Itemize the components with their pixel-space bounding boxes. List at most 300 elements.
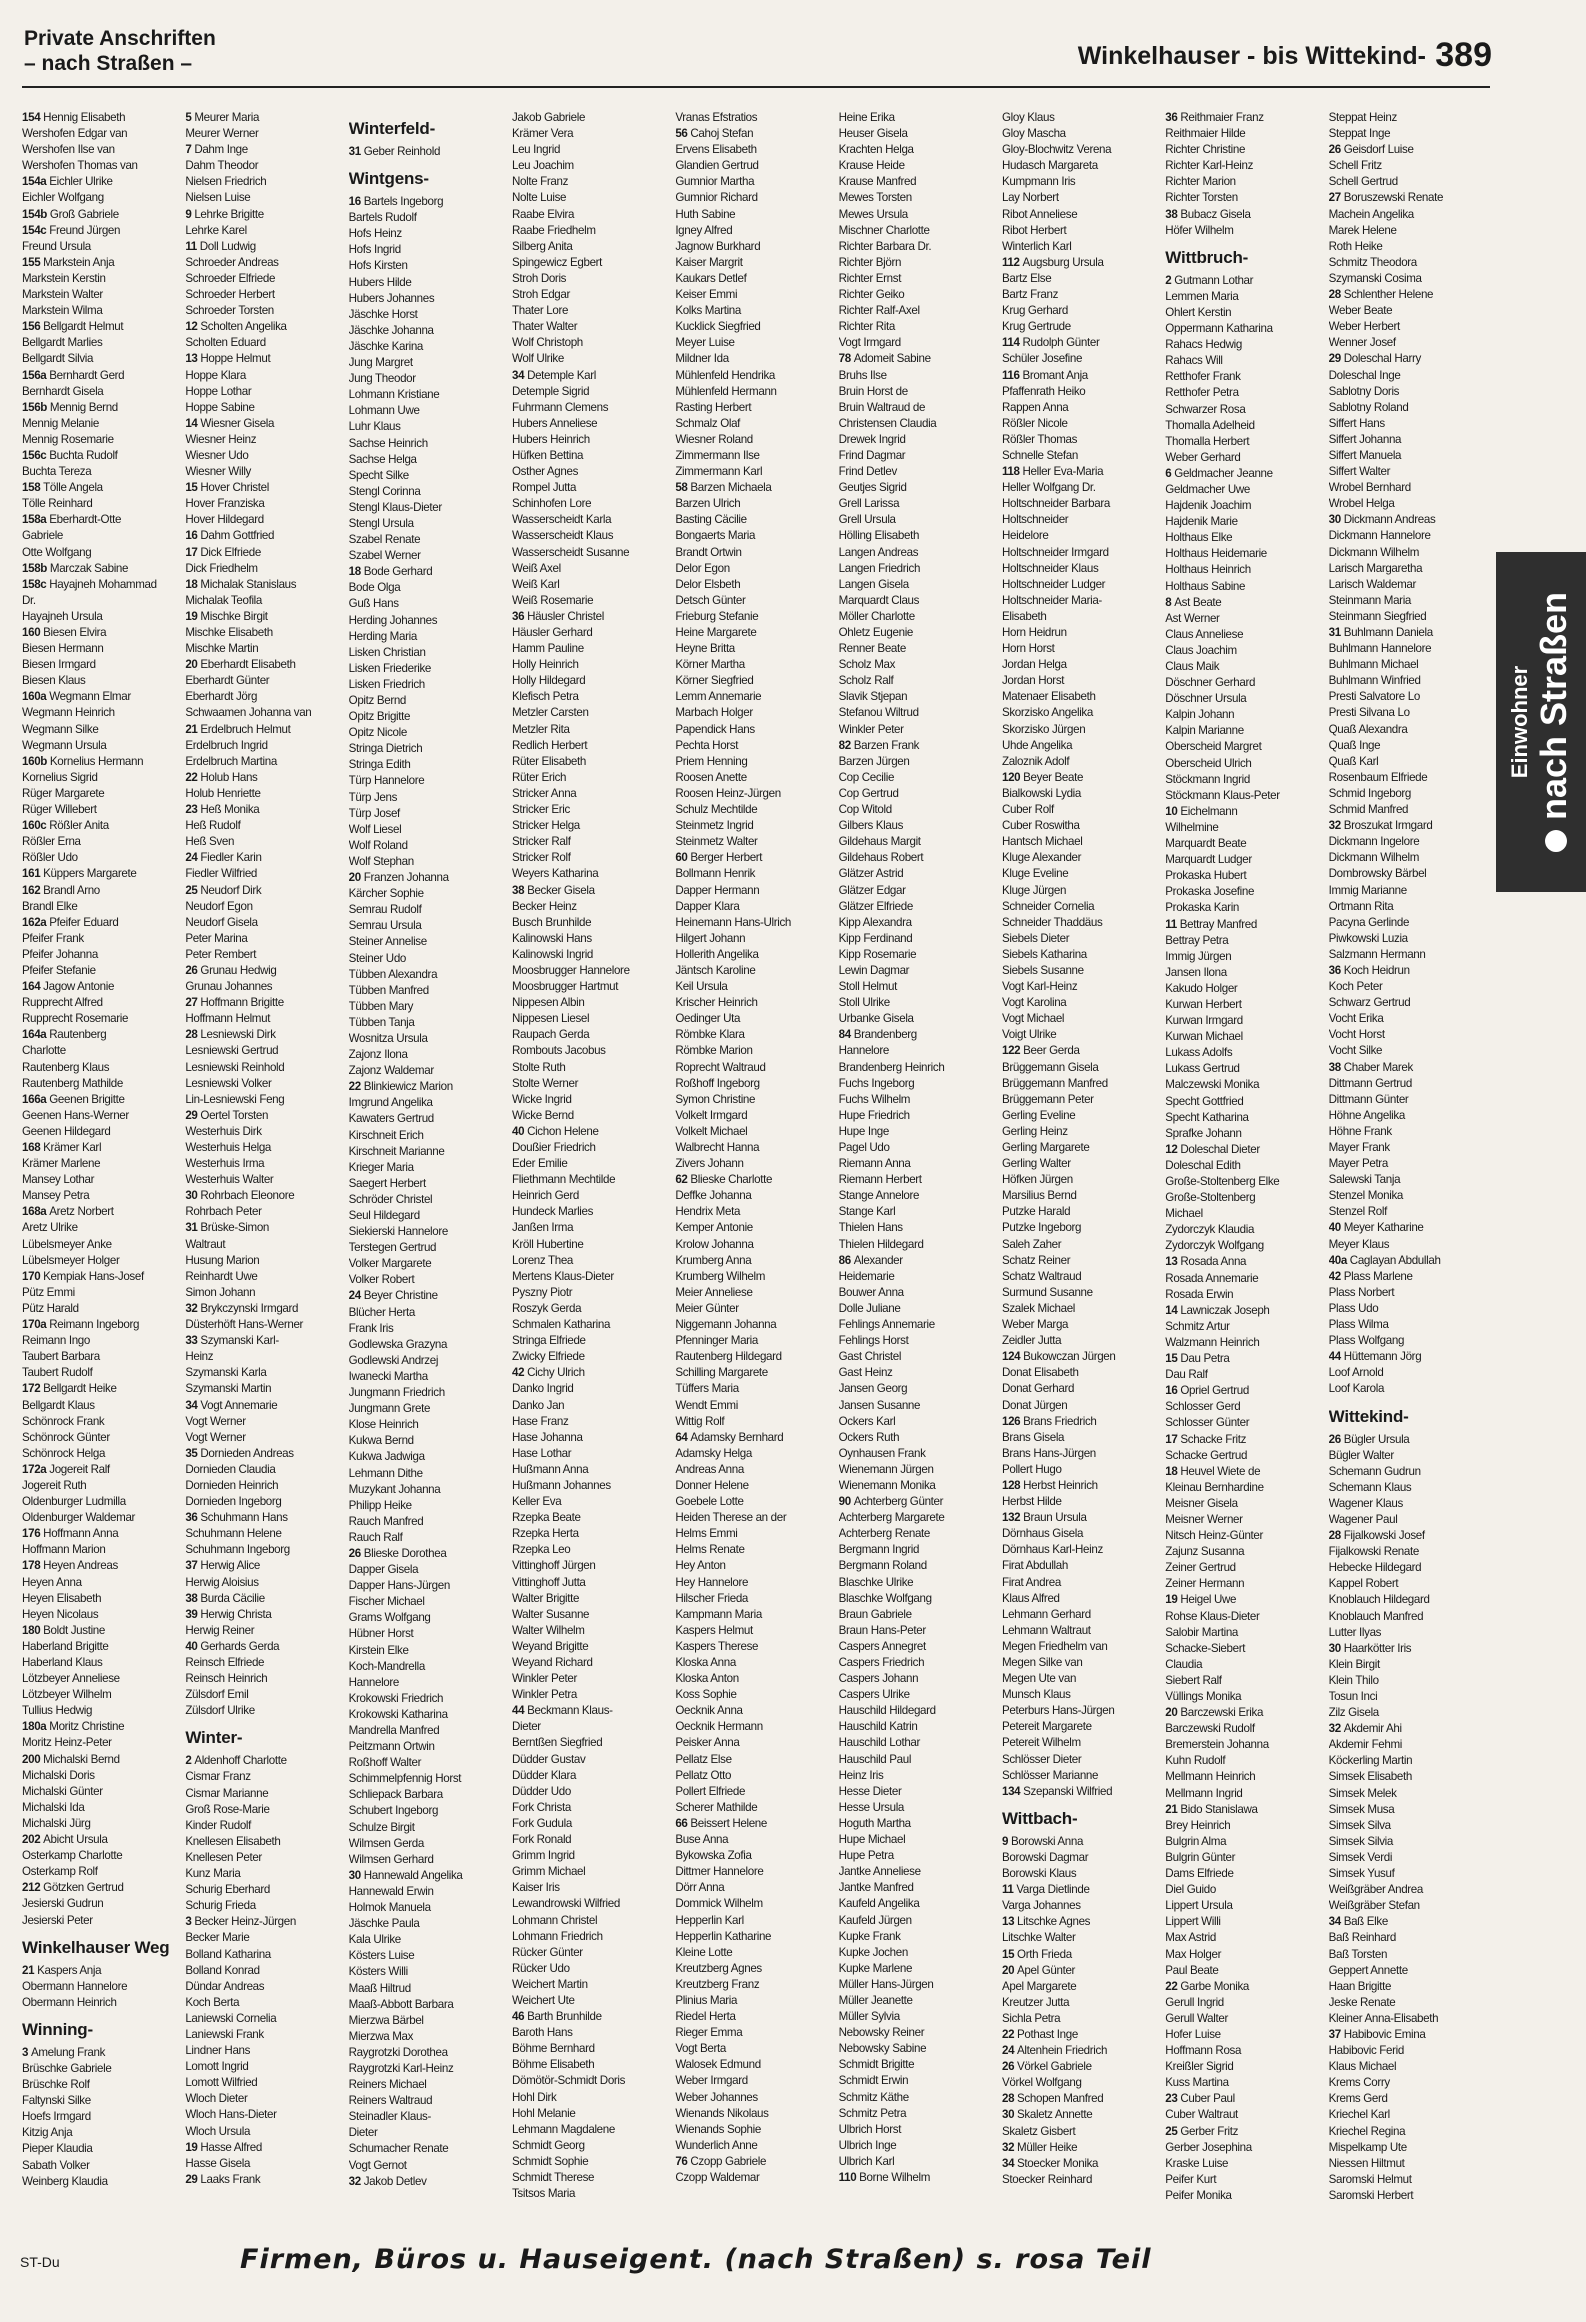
resident-entry: Cismar Marianne: [185, 1786, 269, 1800]
resident-entry: 13 Rosada Anna: [1165, 1255, 1247, 1269]
resident-entry: Eder Emilie: [511, 1157, 568, 1171]
resident-entry: Herwig Aloisius: [185, 1575, 259, 1589]
resident-entry: Meyer Luise: [675, 336, 735, 350]
resident-entry: Bremerstein Johanna: [1165, 1738, 1269, 1752]
resident-entry: Thielen Hildegard: [838, 1237, 924, 1251]
resident-entry: Haberland Klaus: [22, 1656, 103, 1669]
resident-entry: Mellmann Heinrich: [1165, 1770, 1256, 1784]
resident-entry: Wicke Bernd: [511, 1108, 574, 1122]
resident-entry: Wolf Stephan: [348, 854, 414, 868]
resident-entry: 19 Mischke Birgit: [185, 609, 268, 623]
resident-entry: Türp Hannelore: [348, 774, 425, 788]
resident-entry: Stricker Helga: [511, 819, 580, 833]
resident-entry: Hoppe Lothar: [185, 384, 252, 398]
resident-entry: Adamsky Helga: [675, 1446, 752, 1460]
resident-entry: Maaß Hiltrud: [348, 1981, 411, 1995]
resident-entry: Jantke Anneliese: [838, 1865, 921, 1879]
resident-entry: 60 Berger Herbert: [675, 851, 763, 865]
resident-entry: Stengl Corinna: [348, 484, 421, 498]
resident-entry: Immig Marianne: [1328, 883, 1407, 897]
resident-entry: Surmund Susanne: [1001, 1285, 1093, 1299]
resident-entry: Weber Johannes: [675, 2090, 758, 2104]
resident-entry: 86 Alexander: [838, 1253, 903, 1267]
resident-entry: Zajonz Ilona: [348, 1048, 408, 1062]
resident-entry: Schlosser Gerd: [1165, 1400, 1241, 1414]
resident-entry: Michalak Teofila: [185, 593, 262, 607]
resident-entry: Pechta Horst: [675, 738, 739, 752]
resident-entry: Steiner Udo: [348, 951, 407, 965]
resident-entry: Pieper Klaudia: [22, 2142, 93, 2156]
resident-entry: Weyand Brigitte: [511, 1639, 589, 1653]
resident-entry: Gildehaus Robert: [838, 851, 924, 865]
resident-entry: 5 Meurer Maria: [185, 111, 260, 124]
resident-entry: Specht Gottfried: [1165, 1094, 1244, 1108]
resident-entry: Godlewski Andrzej: [348, 1353, 439, 1367]
resident-entry: Buhlmann Winfried: [1328, 674, 1421, 688]
resident-entry: Gilbers Klaus: [838, 819, 904, 833]
resident-entry: Siekierski Hannelore: [348, 1225, 448, 1239]
resident-entry: Hußmann Johannes: [511, 1478, 611, 1492]
resident-entry: Jansen Ilona: [1165, 965, 1227, 979]
resident-entry: Holthaus Sabine: [1165, 579, 1246, 593]
resident-entry: Muzykant Johanna: [348, 1482, 441, 1496]
resident-entry: Elisabeth: [1001, 609, 1047, 623]
resident-entry: Simsek Verdi: [1328, 1850, 1393, 1864]
resident-entry: Volker Robert: [348, 1273, 415, 1287]
resident-entry: Specht Katharina: [1165, 1110, 1249, 1124]
resident-entry: Presti Salvatore Lo: [1328, 690, 1420, 704]
resident-entry: Baß Torsten: [1328, 1947, 1388, 1961]
resident-entry: Böhme Elisabeth: [511, 2058, 595, 2072]
resident-entry: Oldenburger Ludmilla: [22, 1495, 126, 1509]
resident-entry: Schneider Cornelia: [1001, 899, 1095, 913]
resident-entry: Lisken Friederike: [348, 661, 431, 675]
resident-entry: Dörr Anna: [675, 1881, 725, 1895]
resident-entry: Volkelt Irmgard: [675, 1108, 748, 1122]
resident-entry: Siebels Katharina: [1001, 947, 1087, 961]
resident-entry: Hoppe Klara: [185, 368, 246, 382]
directory-column: [512, 110, 675, 2240]
resident-entry: Ulbrich Inge: [838, 2138, 897, 2152]
resident-entry: Stolte Ruth: [511, 1060, 566, 1074]
resident-entry: Vogt Irmgard: [838, 336, 901, 350]
resident-entry: Gumnior Richard: [675, 191, 758, 205]
resident-entry: Kärcher Sophie: [348, 887, 424, 901]
resident-entry: Kluge Alexander: [1001, 851, 1082, 865]
resident-entry: Wrobel Helga: [1328, 497, 1395, 511]
resident-entry: Mennig Melanie: [22, 416, 99, 430]
resident-entry: Sachse Helga: [348, 452, 417, 466]
resident-entry: Brandl Elke: [22, 899, 78, 913]
resident-entry: Dapper Klara: [675, 899, 740, 913]
resident-entry: Steinmann Maria: [1328, 593, 1412, 607]
resident-entry: Szabel Renate: [348, 533, 421, 547]
resident-entry: 32 Brykczynski Irmgard: [185, 1301, 299, 1315]
resident-entry: Lohmann Uwe: [348, 404, 420, 418]
resident-entry: Pfeifer Stefanie: [22, 963, 96, 977]
resident-entry: Richter Barbara Dr.: [838, 239, 932, 253]
resident-entry: Glandien Gertrud: [675, 159, 759, 173]
resident-entry: 158 Tölle Angela: [22, 481, 103, 495]
resident-entry: Zajunz Susanna: [1165, 1545, 1245, 1559]
resident-entry: Dieter: [348, 2126, 378, 2140]
resident-entry: Wrobel Bernhard: [1328, 481, 1411, 495]
street-heading: Wintgens-: [348, 169, 429, 189]
resident-entry: Zeiner Hermann: [1165, 1577, 1245, 1591]
resident-entry: Berntßen Siegfried: [511, 1736, 603, 1750]
resident-entry: Häusler Gerhard: [511, 626, 593, 639]
resident-entry: Otte Wolfgang: [22, 545, 92, 559]
resident-entry: 110 Borne Wilhelm: [838, 2171, 931, 2184]
resident-entry: Holmok Manuela: [348, 1901, 431, 1915]
resident-entry: Jesierski Gudrun: [22, 1897, 104, 1911]
resident-entry: Lomott Ingrid: [185, 2060, 249, 2074]
resident-entry: Dittmann Gertrud: [1328, 1076, 1412, 1090]
resident-entry: Gerling Eveline: [1001, 1108, 1076, 1122]
resident-entry: Claus Anneliese: [1165, 627, 1244, 641]
resident-entry: 30 Skaletz Annette: [1001, 2108, 1093, 2122]
resident-entry: Peter Rembert: [185, 947, 257, 961]
resident-entry: Mewes Ursula: [838, 207, 908, 221]
resident-entry: Hoppe Sabine: [185, 400, 255, 414]
resident-entry: Kaspers Therese: [675, 1639, 759, 1653]
resident-entry: Putzke Harald: [1001, 1205, 1071, 1219]
resident-entry: Mispelkamp Ute: [1328, 2140, 1407, 2154]
resident-entry: Weber Herbert: [1328, 320, 1400, 334]
resident-entry: Bulgrin Günter: [1165, 1850, 1236, 1864]
resident-entry: Klein Thilo: [1328, 1673, 1379, 1687]
resident-entry: Guß Hans: [348, 597, 399, 611]
resident-entry: Zydorczyk Klaudia: [1165, 1223, 1255, 1237]
resident-entry: Michalski Doris: [22, 1768, 95, 1782]
page-number: 389: [1435, 36, 1492, 74]
resident-entry: Quaß Inge: [1328, 738, 1381, 752]
resident-entry: Wosnitza Ursula: [348, 1031, 428, 1045]
resident-entry: Basting Cäcilie: [675, 513, 747, 527]
resident-entry: Caspers Ulrike: [838, 1688, 910, 1702]
resident-entry: Herbst Hilde: [1001, 1495, 1062, 1509]
resident-entry: Lemmen Maria: [1165, 289, 1239, 303]
resident-entry: Hauschild Katrin: [838, 1720, 918, 1734]
resident-entry: 76 Czopp Gabriele: [675, 2154, 767, 2168]
resident-entry: Schatz Waltraud: [1001, 1269, 1082, 1283]
resident-entry: 2 Gutmann Lothar: [1165, 273, 1254, 287]
resident-entry: Jordan Helga: [1001, 658, 1067, 672]
resident-entry: Diel Guido: [1165, 1883, 1216, 1897]
resident-entry: Roszyk Gerda: [511, 1301, 582, 1315]
resident-entry: Holtschneider Maria-: [1001, 593, 1102, 607]
resident-entry: Taubert Rudolf: [22, 1366, 93, 1380]
resident-entry: Lehmann Dithe: [348, 1466, 423, 1480]
resident-entry: Roßhoff Walter: [348, 1756, 422, 1770]
resident-entry: Kloska Anna: [675, 1656, 736, 1669]
resident-entry: Weber Irmgard: [675, 2074, 748, 2088]
resident-entry: 36 Reithmaier Franz: [1165, 111, 1264, 124]
street-heading: Winkelhauser Weg: [22, 1937, 170, 1957]
resident-entry: Stricker Rolf: [511, 851, 571, 865]
resident-entry: Barzen Ulrich: [675, 497, 741, 511]
resident-entry: Knellesen Peter: [185, 1850, 262, 1864]
resident-entry: Sachse Heinrich: [348, 436, 428, 450]
resident-entry: Volkelt Michael: [675, 1124, 748, 1138]
resident-entry: Lübelsmeyer Anke: [22, 1237, 112, 1251]
resident-entry: Schwaamen Johanna van: [185, 706, 312, 720]
resident-entry: Wiesner Willy: [185, 465, 251, 479]
resident-entry: Oldenburger Waldemar: [22, 1511, 136, 1525]
resident-entry: Oecknik Anna: [675, 1704, 743, 1718]
resident-entry: Scholz Ralf: [838, 674, 894, 688]
resident-entry: Vocht Silke: [1328, 1044, 1383, 1058]
resident-entry: 7 Dahm Inge: [185, 143, 248, 157]
resident-entry: Wershofen Thomas van: [22, 159, 138, 173]
resident-entry: Vogt Gernot: [348, 2158, 407, 2172]
resident-entry: Iwanecki Martha: [348, 1369, 428, 1383]
resident-entry: Holub Henriette: [185, 786, 261, 800]
resident-entry: Schuhmann Ingeborg: [185, 1543, 290, 1557]
resident-entry: 128 Herbst Heinrich: [1001, 1478, 1098, 1492]
resident-entry: Brans Gisela: [1001, 1430, 1065, 1444]
resident-entry: Moritz Heinz-Peter: [22, 1736, 112, 1750]
resident-entry: Langen Andreas: [838, 545, 919, 559]
resident-entry: Westerhuis Irma: [185, 1157, 265, 1171]
resident-entry: Klaus Michael: [1328, 2060, 1397, 2074]
resident-entry: Stoll Helmut: [838, 980, 897, 994]
resident-entry: Winkler Peter: [838, 722, 904, 736]
resident-entry: Stringa Dietrich: [348, 742, 423, 756]
resident-entry: Schmid Manfred: [1328, 803, 1409, 817]
resident-entry: Jäschke Paula: [348, 1917, 420, 1931]
resident-entry: 156c Buchta Rudolf: [22, 448, 118, 462]
resident-entry: 9 Lehrke Brigitte: [185, 207, 264, 221]
resident-entry: Grell Ursula: [838, 513, 896, 527]
resident-entry: Skaletz Gisbert: [1001, 2124, 1076, 2138]
resident-entry: Wienemann Monika: [838, 1478, 936, 1492]
resident-entry: Zülsdorf Emil: [185, 1688, 249, 1702]
resident-entry: Düsterhöft Hans-Werner: [185, 1318, 304, 1332]
resident-entry: Müller Jeanette: [838, 1993, 913, 2007]
resident-entry: Rautenberg Mathilde: [22, 1076, 123, 1090]
resident-entry: Bialkowski Lydia: [1001, 786, 1081, 800]
resident-entry: Tölle Reinhard: [22, 497, 93, 511]
resident-entry: 124 Bukowczan Jürgen: [1001, 1350, 1116, 1364]
resident-entry: Plass Udo: [1328, 1301, 1379, 1315]
resident-entry: Koch Berta: [185, 1995, 240, 2009]
resident-entry: Specht Silke: [348, 468, 409, 482]
resident-entry: Wegmann Silke: [22, 722, 99, 736]
resident-entry: 35 Dornieden Andreas: [185, 1446, 294, 1460]
resident-entry: Kurwan Irmgard: [1165, 1014, 1243, 1028]
resident-entry: Borowski Dagmar: [1001, 1850, 1089, 1864]
resident-entry: Hase Johanna: [511, 1430, 583, 1444]
resident-entry: Zaloznik Adolf: [1001, 754, 1070, 768]
resident-entry: Wolf Ulrike: [511, 352, 564, 366]
resident-entry: Kukwa Jadwiga: [348, 1450, 425, 1464]
resident-entry: Kluge Eveline: [1001, 867, 1069, 881]
resident-entry: Pollert Elfriede: [675, 1784, 746, 1798]
directory-column: [1002, 110, 1165, 2240]
bullet-icon: [1545, 830, 1567, 852]
resident-entry: Brandenberg Heinrich: [838, 1060, 945, 1074]
resident-entry: Buhlmann Michael: [1328, 658, 1419, 672]
resident-entry: Lehmann Gerhard: [1001, 1607, 1091, 1621]
resident-entry: Lehmann Magdalene: [511, 2122, 615, 2136]
resident-entry: 30 Haarkötter Iris: [1328, 1641, 1412, 1655]
resident-entry: Fork Ronald: [511, 1833, 572, 1847]
resident-entry: Winterlich Karl: [1001, 239, 1072, 253]
resident-entry: Klose Heinrich: [348, 1418, 419, 1432]
resident-entry: Hauschild Hildegard: [838, 1704, 936, 1718]
resident-entry: Bellgardt Marlies: [22, 336, 103, 350]
street-heading: Winning-: [22, 2019, 93, 2039]
resident-entry: Vranas Efstratios: [675, 111, 758, 124]
resident-entry: Sprafke Johann: [1165, 1126, 1242, 1140]
resident-entry: Tübben Manfred: [348, 983, 429, 997]
street-heading: Winter-: [185, 1728, 243, 1748]
resident-entry: Schell Fritz: [1328, 159, 1382, 173]
resident-entry: Klein Birgit: [1328, 1657, 1380, 1671]
resident-entry: 32 Müller Heike: [1001, 2140, 1078, 2154]
resident-entry: Sablotny Doris: [1328, 384, 1400, 398]
resident-entry: Cuber Roswitha: [1001, 819, 1080, 833]
resident-entry: Achterberg Margarete: [838, 1511, 945, 1525]
resident-entry: Zimmermann Karl: [675, 465, 763, 479]
resident-entry: Fuchs Ingeborg: [838, 1076, 915, 1090]
resident-entry: Körner Martha: [675, 658, 745, 672]
resident-entry: Stricker Ralf: [511, 835, 571, 849]
resident-entry: Hundeck Marlies: [511, 1205, 594, 1219]
resident-entry: Spingewicz Egbert: [511, 255, 603, 269]
resident-entry: Riemann Anna: [838, 1157, 911, 1171]
resident-entry: Larisch Margaretha: [1328, 561, 1423, 575]
resident-entry: Krause Manfred: [838, 175, 917, 189]
resident-entry: Ulbrich Horst: [838, 2122, 902, 2136]
resident-entry: Westerhuis Dirk: [185, 1124, 262, 1138]
resident-entry: 29 Oertel Torsten: [185, 1108, 269, 1122]
resident-entry: Hase Lothar: [511, 1446, 572, 1460]
resident-entry: Moosbrugger Hannelore: [511, 963, 630, 977]
resident-entry: Holtschneider Ludger: [1001, 577, 1106, 591]
resident-entry: Mennig Rosemarie: [22, 432, 114, 446]
resident-entry: 12 Doleschal Dieter: [1165, 1142, 1260, 1156]
resident-entry: Steppat Inge: [1328, 127, 1391, 141]
resident-entry: 9 Borowski Anna: [1001, 1834, 1084, 1848]
resident-entry: Schinhofen Lore: [511, 497, 592, 511]
resident-entry: Rzepka Beate: [511, 1511, 581, 1525]
resident-entry: Roprecht Waltraud: [675, 1060, 766, 1074]
resident-entry: Schwarzer Rosa: [1165, 402, 1246, 416]
resident-entry: 33 Szymanski Karl-: [185, 1334, 279, 1348]
resident-entry: Erdelbruch Martina: [185, 754, 277, 768]
resident-entry: 32 Jakob Detlev: [348, 2174, 427, 2188]
resident-entry: Hase Franz: [511, 1414, 569, 1428]
resident-entry: Hofs Heinz: [348, 227, 402, 241]
resident-entry: Dolle Juliane: [838, 1301, 901, 1315]
directory-column: [675, 110, 838, 2240]
resident-entry: Siebert Ralf: [1165, 1673, 1222, 1687]
resident-entry: Akdemir Fehmi: [1328, 1738, 1403, 1752]
resident-entry: Wilhelmine: [1165, 820, 1219, 834]
resident-entry: Nielsen Luise: [185, 191, 251, 205]
resident-entry: Geenen Hildegard: [22, 1124, 111, 1138]
resident-entry: Volker Margarete: [348, 1257, 432, 1271]
resident-entry: 40a Caglayan Abdullah: [1328, 1253, 1441, 1267]
directory-column: [349, 110, 512, 2240]
resident-entry: Pütz Harald: [22, 1301, 79, 1315]
resident-entry: 20 Apel Günter: [1001, 1963, 1076, 1977]
resident-entry: Brüggemann Peter: [1001, 1092, 1094, 1106]
resident-entry: Gerull Walter: [1165, 2011, 1228, 2025]
resident-entry: Schurig Eberhard: [185, 1883, 270, 1897]
resident-entry: 160c Rößler Anita: [22, 819, 109, 833]
resident-entry: 34 Stoecker Monika: [1001, 2156, 1099, 2170]
resident-entry: Steinadler Klaus-: [348, 2110, 431, 2124]
resident-entry: Scholz Max: [838, 658, 896, 672]
resident-entry: Krämer Vera: [511, 127, 574, 141]
resident-entry: Wenner Josef: [1328, 336, 1396, 350]
resident-entry: Malczewski Monika: [1165, 1078, 1260, 1092]
resident-entry: Weiß Karl: [511, 577, 560, 591]
resident-entry: Wiesner Udo: [185, 448, 249, 462]
resident-entry: Steiner Annelise: [348, 935, 427, 949]
resident-entry: 64 Adamsky Bernhard: [675, 1430, 784, 1444]
resident-entry: Husung Marion: [185, 1253, 260, 1267]
resident-entry: Vogt Karolina: [1001, 996, 1067, 1010]
resident-entry: Bykowska Zofia: [675, 1849, 752, 1863]
resident-entry: Kupke Frank: [838, 1929, 901, 1943]
resident-entry: Imgrund Angelika: [348, 1096, 433, 1110]
resident-entry: 26 Blieske Dorothea: [348, 1546, 447, 1560]
resident-entry: Megen Friedhelm van: [1001, 1639, 1108, 1653]
resident-entry: 24 Beyer Christine: [348, 1289, 438, 1303]
resident-entry: Schnelle Stefan: [1001, 448, 1078, 462]
resident-entry: Markstein Wilma: [22, 304, 103, 318]
resident-entry: Jagnow Burkhard: [675, 239, 761, 253]
resident-entry: Dickmann Wilhelm: [1328, 545, 1420, 559]
resident-entry: Zydorczyk Wolfgang: [1165, 1239, 1264, 1253]
resident-entry: Stricker Anna: [511, 786, 577, 800]
resident-entry: Piwkowski Luzia: [1328, 931, 1408, 945]
resident-entry: 16 Dahm Gottfried: [185, 529, 275, 543]
resident-entry: 11 Doll Ludwig: [185, 239, 256, 253]
resident-entry: Gloy Mascha: [1001, 127, 1066, 141]
resident-entry: Schacke-Siebert: [1165, 1641, 1246, 1655]
resident-entry: Kleiner Anna-Elisabeth: [1328, 2011, 1439, 2025]
resident-entry: Türp Jens: [348, 790, 398, 804]
resident-entry: 180 Boldt Justine: [22, 1623, 106, 1637]
resident-entry: Krolow Johanna: [675, 1237, 754, 1251]
resident-entry: Kurwan Herbert: [1165, 997, 1242, 1011]
resident-entry: Dickmann Ingelore: [1328, 835, 1420, 849]
resident-entry: Raupach Gerda: [511, 1028, 590, 1042]
resident-entry: 6 Geldmacher Jeanne: [1165, 466, 1273, 480]
resident-entry: Kipp Rosemarie: [838, 947, 917, 961]
resident-entry: Dornieden Ingeborg: [185, 1495, 282, 1509]
resident-entry: Hoffmann Rosa: [1165, 2044, 1242, 2058]
resident-entry: 38 Burda Cäcilie: [185, 1591, 265, 1605]
resident-entry: Lippert Willi: [1165, 1915, 1221, 1929]
resident-entry: 20 Barczewski Erika: [1165, 1706, 1264, 1720]
resident-entry: 160b Kornelius Hermann: [22, 754, 144, 768]
resident-entry: Weichert Martin: [511, 1977, 588, 1991]
resident-entry: Kalpin Marianne: [1165, 724, 1244, 738]
resident-entry: Schwarz Gertrud: [1328, 996, 1411, 1010]
resident-entry: Schliepack Barbara: [348, 1788, 443, 1802]
resident-entry: Pyszny Piotr: [511, 1285, 573, 1299]
resident-entry: Weber Marga: [1001, 1318, 1069, 1332]
resident-entry: Wasserscheidt Klaus: [511, 529, 614, 543]
resident-entry: Heinemann Hans-Ulrich: [675, 915, 792, 929]
resident-entry: Kumpmann Iris: [1001, 175, 1076, 189]
